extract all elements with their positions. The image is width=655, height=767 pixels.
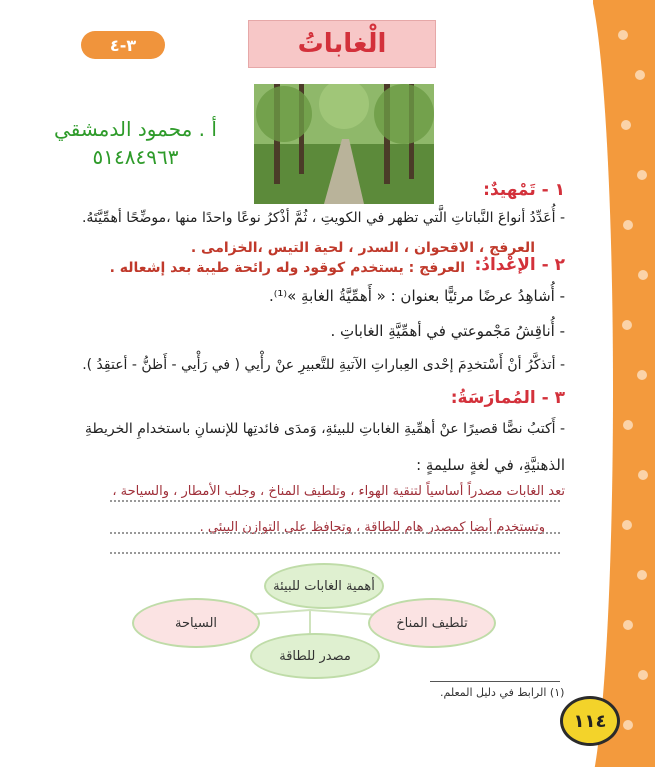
author-name: أ . محمود الدمشقي (54, 117, 217, 141)
page-title: الْغاباتُ (297, 29, 387, 59)
practice-heading: ٣ - المُمارَسَةُ: (450, 388, 565, 408)
lesson-badge (81, 31, 165, 59)
author-credit (48, 115, 223, 171)
lesson-code: ٣-٤ (109, 35, 137, 55)
mindmap-node-left (132, 598, 260, 648)
mindmap-right-label: تلطيف المناخ (396, 615, 468, 631)
page-title-box (248, 20, 436, 68)
prep-line-3: - أتذكَّرُ أنْ أَسْتخدِمَ إحْدى العِباراتِ الآتيةِ للتَّعبيرِ عنْ رأْيي ( في رَأْيي - أَظنُّ - أعتقِدُ ). (82, 357, 565, 373)
answer-line-2: وتستخدم أيضا كمصدر هام للطاقة ، وتحافظ على التوازن البيئي . (199, 520, 545, 535)
prep-line-2: - أُناقِشُ مَجْموعتي في أهمِّيَّةِ الغاباتِ . (330, 322, 565, 340)
prep-heading: ٢ - الإعْدادُ: (474, 255, 565, 275)
footnote: (١) الرابط في دليل المعلم. (440, 686, 565, 699)
practice-line-2: الذهنيَّةِ، في لغةٍ سليمةٍ : (416, 456, 565, 474)
mindmap-center-label: أهمية الغابات للبيئة (273, 578, 375, 594)
answer-line-1: تعد الغابات مصدراً أساسياً لتنقية الهواء ، وتلطيف المناخ ، وجلب الأمطار ، والسياحة ، (112, 484, 565, 499)
intro-heading: ١ - تَمْهيدٌ: (483, 180, 565, 200)
mindmap-left-label: السياحة (174, 615, 218, 631)
footnote-divider (430, 681, 560, 682)
intro-answer-2: العرفج : يستخدم كوقود وله رائحة طيبة بعد إشعاله . (109, 260, 465, 276)
writing-line (110, 532, 560, 534)
author-phone: ٥١٤٨٤٩٦٣ (92, 145, 179, 169)
decorative-side-strip (593, 0, 655, 767)
writing-line (110, 552, 560, 554)
mindmap-center (264, 563, 384, 609)
intro-answer-1: العرفج ، الاقحوان ، السدر ، لحية التيس ،الخزامى . (190, 240, 535, 256)
practice-line-1: - أَكتبُ نصًّا قصيرًا عنْ أهمِّيةِ الغاباتِ للبيئةِ، وَمدَى فائدتِها للإنسانِ باستخدامِ الخريطةِ (85, 421, 565, 437)
mindmap-bottom-label: مصدر للطاقة (279, 648, 351, 664)
mindmap-node-right (368, 598, 496, 648)
mindmap-node-bottom (250, 633, 380, 679)
forest-photo (254, 84, 434, 204)
intro-line: - أُعَدِّدُ أنواعَ النَّباتاتِ الَّتي تظهر في الكويتِ ، ثُمَّ أذْكرُ نوعًا واحدًا منها ،موضِّحًا أهمِّيَّتَهُ. (81, 210, 565, 226)
page-number: ١١٤ (573, 710, 607, 732)
writing-line (110, 500, 560, 502)
page-number-badge (560, 696, 620, 746)
prep-line-1: - أُشاهِدُ عرضًا مرئيًّا بعنوان : « أَهمِّيَّةُ الغابةِ »⁽¹⁾. (268, 287, 565, 305)
